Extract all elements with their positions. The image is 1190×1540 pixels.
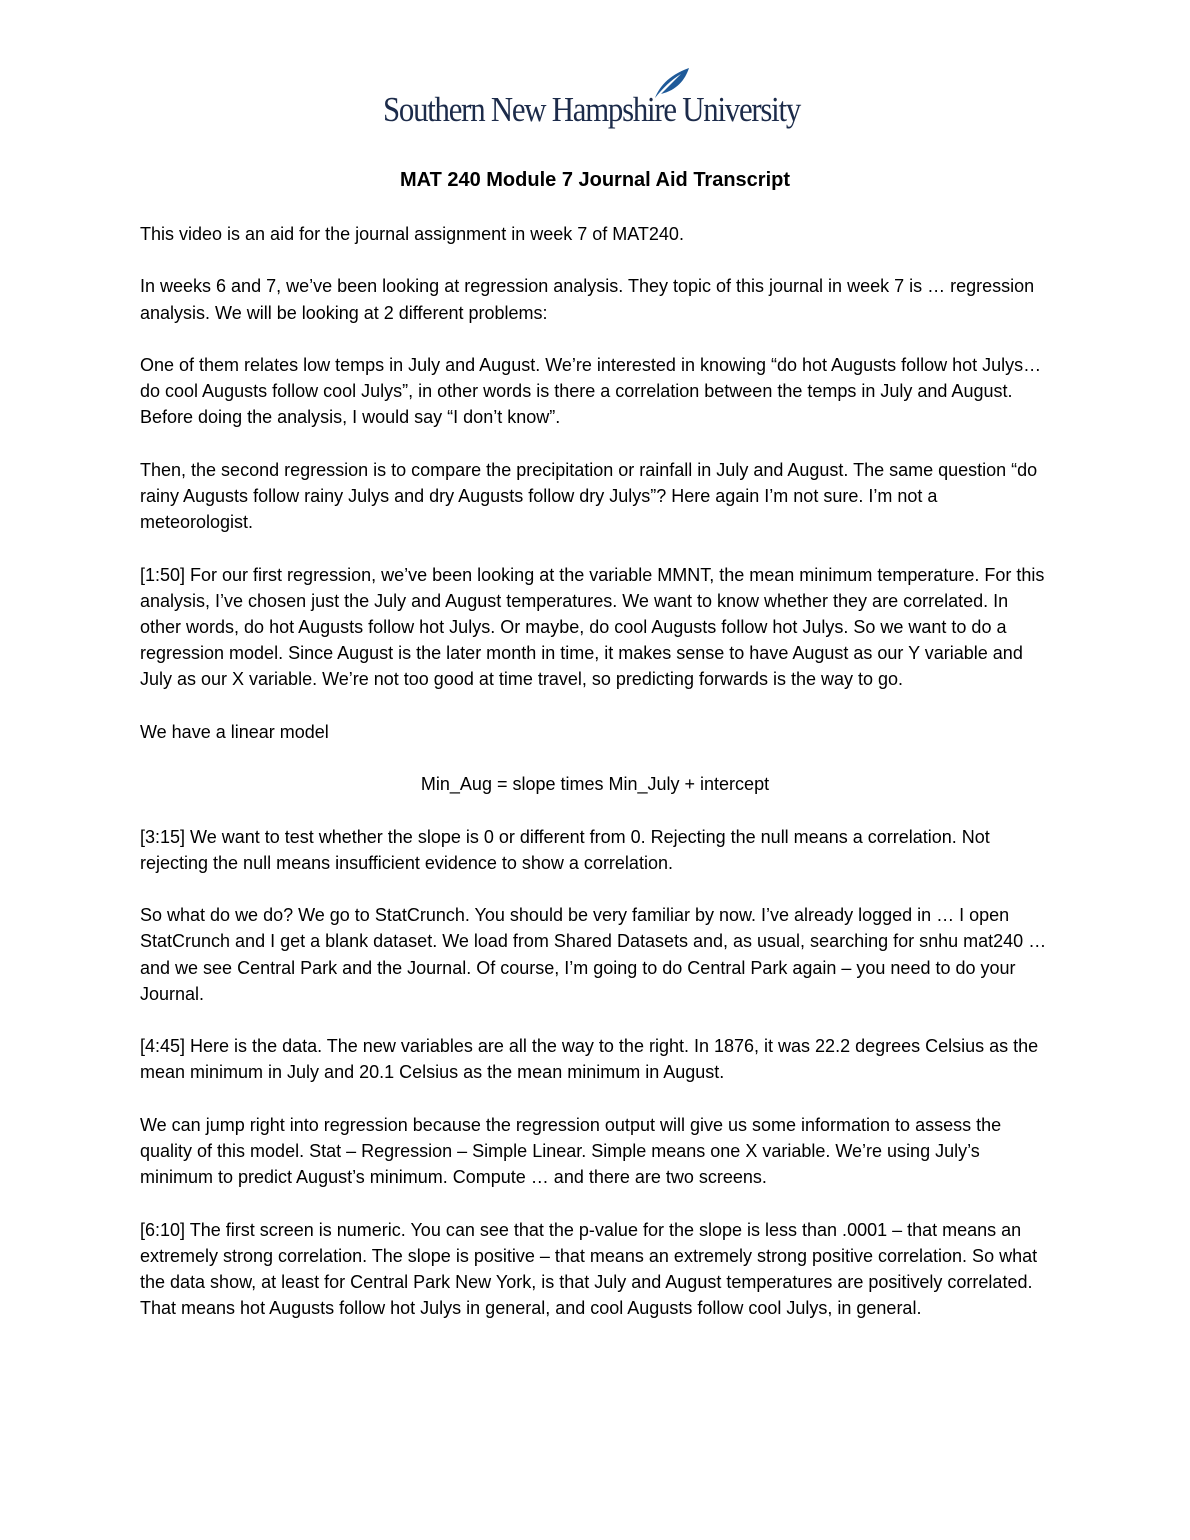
paragraph-temps: One of them relates low temps in July and August. We’re interested in knowing “do hot Augusts follow hot Julys… do cool Augusts follow cool Julys”, in other words is there a correlation between the temps in July and August. Before doing the analysis, I would say “I don’t know”. xyxy=(140,354,1042,428)
model-equation: Min_Aug = slope times Min_July + intercept xyxy=(420,774,770,795)
paragraph-precipitation: Then, the second regression is to compare the precipitation or rainfall in July and August. The same question “do rainy Augusts follow rainy Julys and dry Augusts follow dry Julys”? Here again I’m not sure. I’m not a meteorologist. xyxy=(140,459,1038,533)
logo-wordmark: Southern New Hampshire University xyxy=(383,90,800,129)
paragraph-linear-model: We have a linear model xyxy=(140,721,329,742)
paragraph-data: [4:45] Here is the data. The new variables are all the way to the right. In 1876, it was 22.2 degrees Celsius as the mean minimum in July and 20.1 Celsius as the mean minimum in August. xyxy=(140,1036,1039,1083)
university-logo xyxy=(383,66,808,136)
paragraph-statcrunch: So what do we do? We go to StatCrunch. You should be very familiar by now. I’ve already logged in … I open StatCrunch and I get a blank dataset. We load from Shared Datasets and, as usual, searching for snhu mat240 … and we see Central Park and the Journal. Of course, I’m going to do Central Park again – you need to do your Journal. xyxy=(140,905,1047,1004)
paragraph-slope-test: [3:15] We want to test whether the slope is 0 or different from 0. Rejecting the null means a correlation. Not rejecting the null means insufficient evidence to show a correlation. xyxy=(140,826,990,873)
paragraph-regression: We can jump right into regression because the regression output will give us some information to assess the quality of this model. Stat – Regression – Simple Linear. Simple means one X variable. We’re using July’s minimum to predict August’s minimum. Compute … and there are two screens. xyxy=(140,1114,1002,1188)
paragraph-weeks: In weeks 6 and 7, we’ve been looking at regression analysis. They topic of this journal in week 7 is … regression analysis. We will be looking at 2 different problems: xyxy=(140,276,1035,323)
document-title: MAT 240 Module 7 Journal Aid Transcript xyxy=(399,169,791,191)
paragraph-first-regression: [1:50] For our first regression, we’ve been looking at the variable MMNT, the mean minimum temperature. For this analysis, I’ve chosen just the July and August temperatures. We want to know whether they are correlated. In other words, do hot Augusts follow hot Julys. Or maybe, do cool Augusts follow hot Julys. So we want to do a regression model. Since August is the later month in time, it makes sense to have August as our Y variable and July as our X variable. We’re not too good at time travel, so predicting forwards is the way to go. xyxy=(140,564,1045,690)
paragraph-first-screen: [6:10] The first screen is numeric. You can see that the p-value for the slope is less than .0001 – that means an extremely strong correlation. The slope is positive – that means an extremely strong positive correlation. So what the data show, at least for Central Park New York, is that July and August temperatures are positively correlated. That means hot Augusts follow hot Julys in general, and cool Augusts follow cool Julys, in general. xyxy=(140,1219,1038,1319)
document-body xyxy=(140,221,1050,1348)
paragraph-intro: This video is an aid for the journal assignment in week 7 of MAT240. xyxy=(140,224,684,244)
